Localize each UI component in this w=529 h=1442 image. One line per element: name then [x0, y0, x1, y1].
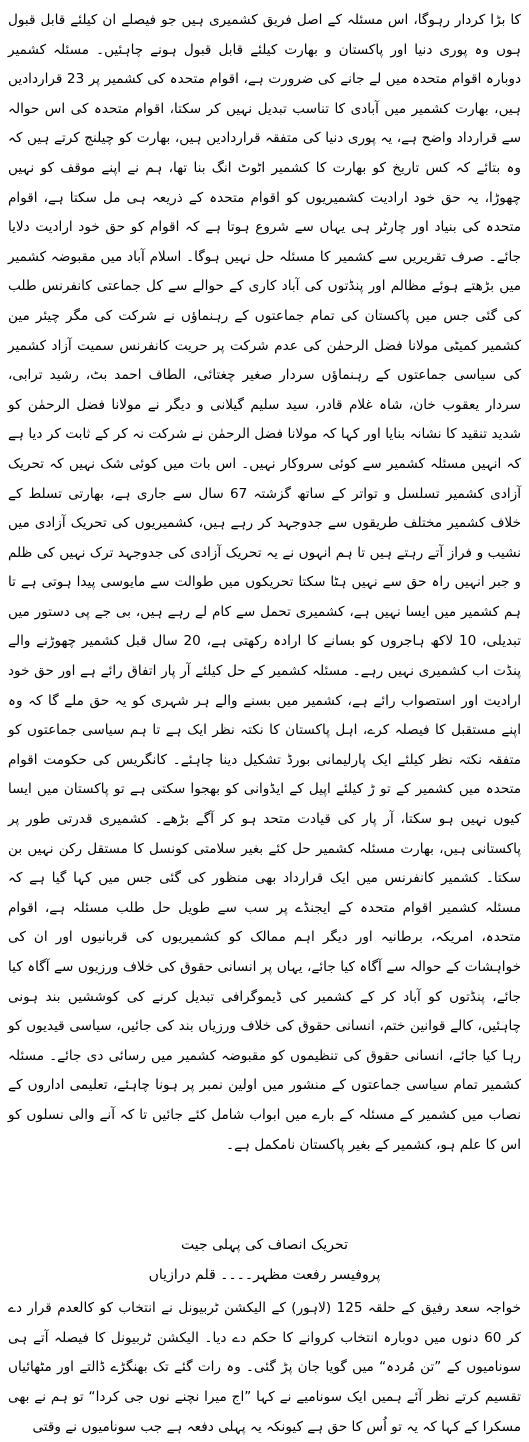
column-byline: پروفیسر رفعت مظہر۔۔۔۔ قلم درازیاں	[148, 1267, 381, 1284]
column-headline: تحریک انصاف کی پہلی جیت	[181, 1237, 348, 1254]
article-body: کا بڑا کردار رہوگا، اس مسئلہ کے اصل فریق کشمیری ہیں جو فیصلے ان کیلئے قابل قبول ہوں وہ پوری دنیا اور پاکستان و بھارت کیلئے قابل قبول ہونے چاہئیں۔ مسئلہ کشمیر دوبارہ اقوام متحدہ میں لے جانے کی ضرورت ہے، اقوام متحدہ کی کشمیر پر 23 قراردادیں ہیں، بھارت کشمیر میں آبادی کا تناسب تبدیل نہیں کر سکتا، اقوام متحدہ کی اس حوالہ سے قرارداد واضح ہے، یہ پوری دنیا کی متفقہ قراردادیں ہیں، بھارت کو چیلنج کرتے ہیں کہ وہ بتائے کہ کس تاریخ کو بھارت کا کشمیر اٹوٹ انگ بنا تھا، ہم نے اپنے موقف کو نہیں چھوڑا، یہ حق خود ارادیت کشمیریوں کو اقوام متحدہ کے ذریعہ ہی مل سکتا ہے، اقوام متحدہ کی بنیاد اور چارٹر ہی یہاں سے شروع ہوتا ہے کہ اقوام کو حق خود ارادیت دلایا جائے۔ صرف تقریریں سے کشمیر کا مسئلہ حل نہیں ہوگا۔ اسلام آباد میں مقبوضہ کشمیر میں بڑھتے ہوئے مظالم اور پنڈتوں کی آباد کاری کے حوالے سے کل جماعتی کانفرنس طلب کی گئی جس میں پاکستان کی تمام جماعتوں کے رہنماؤں نے شرکت کی مگر چیئر مین کشمیر کمیٹی مولانا فضل الرحمٰن کی عدم شرکت پر حریت کانفرنس سمیت آزاد کشمیر کی سیاسی جماعتوں کے رہنماؤں سردار صغیر چغتائی، الطاف احمد بٹ، رشید ترابی، سردار یعقوب خان، شاہ غلام قادر، سید سلیم گیلانی و دیگر نے مولانا فضل الرحمٰن کو شدید تنقید کا نشانہ بنایا اور کہا کہ مولانا فضل الرحمٰن نے شرکت نہ کر کے ثابت کر دیا ہے کہ انہیں مسئلہ کشمیر سے کوئی سروکار نہیں۔ اس بات میں کوئی شک نہیں کہ تحریک آزادی کشمیر تسلسل و تواتر کے ساتھ گزشتہ 67 سال سے جاری ہے، بھارتی تسلط کے خلاف کشمیر مختلف طریقوں سے جدوجہد کر رہے ہیں، کشمیریوں کی تحریک آزادی میں نشیب و فراز آتے رہتے ہیں تا ہم انہوں نے یہ تحریک آزادی کی جدوجہد ترک نہیں کی ظلم و جبر انہیں راہ حق سے نہیں ہٹا سکتا تحریکوں میں طوالت سے مایوسی پیدا ہوتی ہے تا ہم کشمیر میں ایسا نہیں ہے، کشمیری تحمل سے کام لے رہے ہیں، بی جے پی دستور میں تبدیلی، 10 لاکھ ہاجروں کو بسانے کا ارادہ رکھتی ہے، 20 سال قبل کشمیر چھوڑنے والے پنڈت اب کشمیری نہیں رہے۔ مسئلہ کشمیر کے حل کیلئے آر پار اتفاق رائے ہے اور حق خود ارادیت اور استصواب رائے ہے، کشمیر میں بسنے والے ہر شہری کو یہ حق ملے گا کہ وہ اپنے مستقبل کا فیصلہ کرے، اہل پاکستان کا نکتہ نظر ایک ہے تا ہم سیاسی جماعتوں کو متفقہ نکتہ نظر کیلئے ایک پارلیمانی بورڈ تشکیل دینا چاہئے۔ کانگریس کی حکومت اقوام متحدہ میں کشمیر کے تو ڑ کیلئے اپیل کے ایڈوانی کو بھجوا سکتی ہے تو پاکستان میں ایسا کیوں نہیں ہو سکتا، آر پار کی قیادت متحد ہو کر آگے بڑھے۔ کشمیری قدرتی طور پر پاکستانی ہیں، بھارت مسئلہ کشمیر حل کئے بغیر سلامتی کونسل کا مستقل رکن نہیں بن سکتا۔ کشمیر کانفرنس میں ایک قرارداد بھی منظور کی گئی جس میں کہا گیا ہے کہ مسئلہ کشمیر اقوام متحدہ کے ایجنڈے پر سب سے طویل حل طلب مسئلہ ہے، اقوام متحدہ، امریکہ، برطانیہ اور دیگر اہم ممالک کو کشمیریوں کی قربانیوں اور ان کی خواہشات کے حوالہ سے آگاہ کیا جائے، یہاں پر انسانی حقوق کی خلاف ورزیوں سے آگاہ کیا جائے، پنڈتوں کو آباد کر کے کشمیر کی ڈیموگرافی تبدیل کرنے کی کوششیں بند ہونی چاہئیں، کالے قوانین ختم، انسانی حقوق کی خلاف ورزیاں بند کی جائیں، سیاسی قیدیوں کو رہا کیا جائے، انسانی حقوق کی تنظیموں کو مقبوضہ کشمیر میں رسائی دی جائے۔ مسئلہ کشمیر تمام سیاسی جماعتوں کے منشور میں اولین نمبر پر ہونا چاہئے، تعلیمی اداروں کے نصاب میں کشمیر کے مسئلہ کے بارے میں ابواب شامل کئے جائیں تا کہ آنے والی نسلوں کو اس کا علم ہو، کشمیر کے بغیر پاکستان نامکمل ہے۔	[8, 12, 522, 1153]
column-body: خواجہ سعد رفیق کے حلقہ 125 (لاہور) کے الیکشن ٹربیونل نے انتخاب کو کالعدم قرار دے کر 60 دنوں میں دوبارہ انتخاب کروانے کا حکم دے دیا۔ الیکشن ٹربیونل کا فیصلہ آتے ہی سونامیوں کے ”تن مُردہ“ میں گویا جان پڑ گئی۔ وہ رات گئے تک بھنگڑے ڈالتے اور مٹھائیاں تقسیم کرتے نظر آئے ہمیں ایک سونامیے نے کہا ”اج میرا نچنے نوں جی کردا“ تو ہم نے بھی مسکرا کے کہا کہ یہ تو اُس کا حق ہے کیونکہ یہ پہلی دفعہ ہے جب سونامیوں نے وقتی	[8, 1300, 522, 1435]
section-gap	[8, 1160, 521, 1230]
